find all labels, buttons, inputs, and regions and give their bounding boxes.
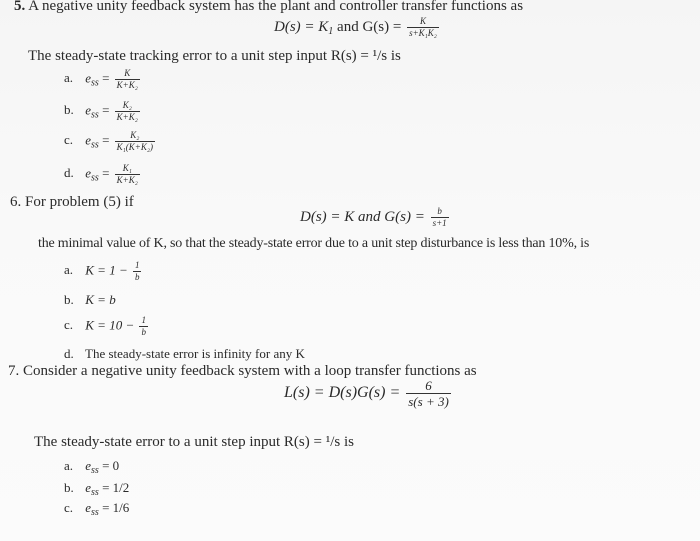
q7-eq-lhs: L(s) = D(s)G(s) = [284,384,401,402]
option-label: d. [64,165,74,181]
q7-question: The steady-state error to a unit step input R(s) = ¹/s is [34,434,354,450]
q7-eq-num: 6 [425,378,432,393]
option-var: e [85,500,92,515]
option-num: 1 [141,315,146,325]
q5-equation [274,16,441,39]
option-sub: ss [91,77,99,89]
option-sub: ss [91,507,99,518]
option-num: 1 [134,260,140,270]
q5-d-lhs: D(s) = K [274,18,329,35]
option-sub: ss [91,109,99,121]
q5-option-c: c. $e_{ss}$ = $\frac{\text{K₂}}{\text{K₁(K+K₂)}}$ [64,130,154,152]
option-var: e [85,132,92,148]
option-var: e [85,70,92,86]
q6-eq-num: b [437,206,442,216]
q5-g-lhs: and G(s) = [337,18,402,35]
q5-d-sub: 1 [328,25,334,37]
q6-option-a [64,260,143,283]
q7-option-c [64,500,129,518]
q6-number: 6. [10,194,22,210]
q7-number: 7. [8,363,20,379]
option-var: e [85,102,92,118]
option-label: b. [64,102,74,118]
q6-question: the minimal value of K, so that the steady-state error due to a unit step disturbance is less than 10%, is [38,236,590,251]
q6-header [10,194,134,211]
q7-eq-fraction [406,378,451,409]
option-text: The steady-state error is infinity for any K [85,346,305,361]
option-label: c. [64,500,74,515]
option-num: K [124,68,131,78]
option-num: K₂ [122,100,132,110]
option-den: b [141,327,146,337]
option-text: K = 10 − [85,317,135,333]
q6-intro: For problem (5) if [25,194,134,210]
option-text: K = b [85,292,116,307]
option-fraction [139,315,148,338]
option-sub: ss [91,139,99,151]
q5-option-d: d. $e_{ss}$ = $\frac{\text{K₁}}{\text{K+K₂}}$ [64,163,138,185]
q6-equation [300,206,451,229]
q5-g-den: s+K₁K₂ [409,28,437,38]
option-text: K = 1 − [85,262,128,278]
q5-intro: A negative unity feedback system has the plant and controller transfer functions as [28,0,524,14]
option-den: K+K₂ [116,80,138,90]
option-label: a. [64,70,74,86]
q5-number: 5. [14,0,26,14]
q6-option-c [64,315,150,338]
option-fraction [115,163,140,186]
option-label: a. [64,458,74,473]
q5-g-fraction [407,16,439,39]
option-den: K₁(K+K₂) [116,142,154,152]
option-label: d. [64,346,74,361]
q7-option-b [64,480,129,498]
option-fraction [133,260,142,283]
q6-option-b [64,292,116,308]
q7-intro: Consider a negative unity feedback system with a loop transfer functions as [23,363,477,379]
option-sub: ss [91,465,99,476]
option-num: K₁ [122,163,132,173]
option-fraction [115,100,140,123]
option-label: c. [64,317,74,333]
option-text: = 1/2 [102,480,130,495]
option-fraction [115,130,155,153]
q7-equation [284,378,453,409]
option-fraction [115,68,140,91]
option-var: e [85,480,92,495]
option-label: b. [64,480,74,495]
option-num: K₂ [130,130,140,140]
q5-option-b: b. $e_{ss}$ = $\frac{\text{K₂}}{\text{K+K₂}}$ [64,100,138,122]
q5-header [14,0,523,15]
option-var: e [85,165,92,181]
option-den: K+K₂ [116,112,138,122]
option-label: a. [64,262,74,278]
q5-option-a: a. $e_{ss}$ = $\frac{K}{\text{K+K₂}}$ [64,68,138,90]
option-den: b [134,272,140,282]
option-label: b. [64,292,74,307]
option-sub: ss [91,487,99,498]
option-den: K+K₂ [116,175,138,185]
option-var: e [85,458,92,473]
q5-question: The steady-state tracking error to a unit step input R(s) = ¹/s is [28,48,401,64]
q5-g-num: K [419,16,426,26]
option-text: = 0 [102,458,120,473]
q7-option-a [64,458,119,476]
option-text: = 1/6 [102,500,130,515]
q6-option-d [64,346,305,362]
q6-eq-fraction [431,206,449,229]
q7-eq-den: s(s + 3) [408,394,449,409]
option-label: c. [64,132,74,148]
q6-eq-lhs: D(s) = K and G(s) = [300,208,425,225]
q6-eq-den: s+1 [432,218,447,228]
option-sub: ss [91,172,99,184]
